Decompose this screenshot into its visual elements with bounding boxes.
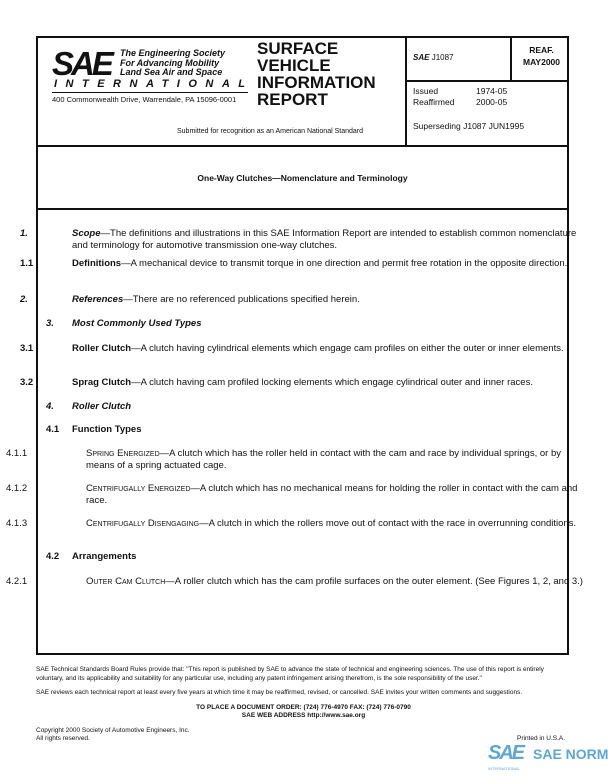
- superseding: Superseding J1087 JUN1995: [413, 121, 525, 131]
- section-number: 4.1.1: [6, 448, 28, 459]
- review-note: SAE reviews each technical report at least every five years at which time it may be reaffirmed, revised, or cancelled. SAE invites your written comments and suggestions.: [36, 689, 523, 696]
- section-item: [6, 448, 591, 472]
- section-number: 1.1: [20, 258, 34, 269]
- section-heading: Roller Clutch: [72, 343, 132, 354]
- section-text: —A clutch which has the roller held in contact with the cam and race by individual springs, or by means of a spring actuated cage.: [86, 448, 561, 471]
- section-heading: Function Types: [72, 424, 142, 435]
- section-text: —A mechanical device to transmit torque in one direction and permit free rotation in the opposite direction.: [121, 258, 568, 269]
- section-item: [6, 576, 591, 588]
- document-title: One-Way Clutches—Nomenclature and Terminology: [197, 173, 408, 183]
- divider: [405, 36, 407, 145]
- section-number: 4.1.3: [6, 518, 28, 529]
- section-text: —A clutch in which the rollers move out of contact with the race in overrunning conditions.: [199, 518, 577, 529]
- section-number: 3.: [46, 318, 54, 329]
- section-number: 4.1: [46, 424, 60, 435]
- divider: [36, 208, 569, 210]
- section-number: 4.1.2: [6, 483, 28, 494]
- section-number: 4.2.1: [6, 576, 28, 587]
- address: 400 Commonwealth Drive, Warrendale, PA 15096-0001: [52, 95, 237, 104]
- order-info: TO PLACE A DOCUMENT ORDER: (724) 776-4970 FAX: (724) 776-0790 SAE WEB ADDRESS http://www.sae.org: [196, 704, 411, 719]
- section-item: [46, 551, 551, 563]
- section-item: [20, 228, 577, 252]
- section-heading: Outer Cam Clutch: [86, 576, 166, 587]
- section-number: 4.: [46, 401, 54, 412]
- section-heading: Sprag Clutch: [72, 377, 132, 388]
- standards-rules: SAE Technical Standards Board Rules provide that: "This report is published by SAE to advance the state of technical and engineering sciences. The use of this report is entirely voluntary, and its applicability and suitability for any particular use, including any patent infringement arising therefrom, is the sole responsibility of the user.": [36, 666, 544, 682]
- section-number: 1.: [20, 228, 28, 239]
- section-item: [46, 318, 551, 330]
- copyright: Copyright 2000 Society of Automotive Engineers, Inc. All rights reserved.: [36, 727, 190, 742]
- section-heading: Most Commonly Used Types: [72, 318, 202, 329]
- printed-in: Printed in U.S.A.: [517, 735, 566, 742]
- section-text: —A roller clutch which has the cam profile surfaces on the outer element. (See Figures 1, 2, and 3.): [165, 576, 583, 587]
- section-number: 2.: [20, 294, 28, 305]
- divider: [36, 145, 569, 147]
- section-heading: References: [72, 294, 124, 305]
- reaffirmed-badge: REAF. MAY2000: [522, 45, 561, 67]
- section-item: [20, 343, 577, 355]
- section-heading: Definitions: [72, 258, 122, 269]
- section-heading: Scope: [72, 228, 101, 239]
- section-text: —A clutch which has no mechanical means for holding the roller in contact with the cam and race.: [86, 483, 578, 506]
- section-heading: Centrifugally Disengaging: [86, 518, 200, 529]
- section-number: 3.1: [20, 343, 34, 354]
- section-number: 4.2: [46, 551, 60, 562]
- divider: [510, 36, 512, 81]
- section-item: [20, 294, 577, 306]
- divider: [405, 80, 569, 82]
- issue-dates: Issued 1974-05 Reaffirmed 2000-05: [413, 86, 508, 107]
- section-heading: Spring Energized: [86, 448, 160, 459]
- section-item: [46, 401, 551, 413]
- submitted-note: Submitted for recognition as an American National Standard: [177, 128, 363, 135]
- section-text: —The definitions and illustrations in this SAE Information Report are intended to establish common nomenclature and terminology for automotive transmission one-way clutches.: [72, 228, 577, 251]
- section-text: —There are no referenced publications specified herein.: [123, 294, 360, 305]
- section-heading: Roller Clutch: [72, 401, 132, 412]
- doc-number: SAE J1087: [413, 53, 454, 62]
- section-item: [6, 483, 591, 507]
- section-item: [20, 377, 577, 389]
- section-text: —A clutch having cam profiled locking elements which engage cylindrical outer and inner races.: [131, 377, 533, 388]
- section-heading: Arrangements: [72, 551, 137, 562]
- section-item: [20, 258, 577, 270]
- doc-type: SURFACE VEHICLE INFORMATION REPORT: [257, 39, 376, 109]
- section-number: 3.2: [20, 377, 34, 388]
- section-item: [46, 424, 551, 436]
- section-text: —A clutch having cylindrical elements which engage cam profiles on either the outer or inner elements.: [131, 343, 564, 354]
- section-heading: Centrifugally Energized: [86, 483, 191, 494]
- section-item: [6, 518, 591, 530]
